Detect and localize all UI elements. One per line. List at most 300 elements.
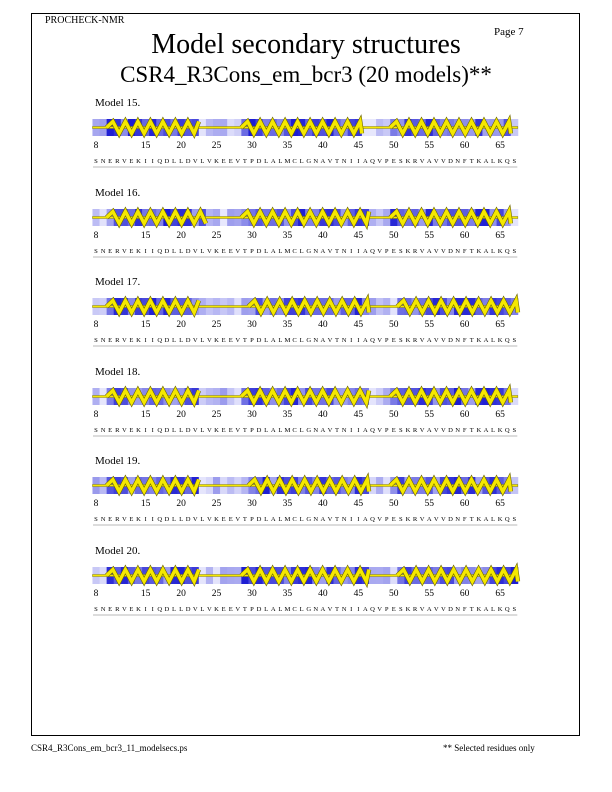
- footer-note: ** Selected residues only: [443, 743, 535, 753]
- model-label: Model 16.: [95, 186, 141, 199]
- residue-letter: V: [419, 247, 425, 255]
- residue-letter: P: [384, 337, 389, 344]
- secondary-structure-plot: [0, 187, 612, 267]
- residue-letter: A: [426, 516, 432, 523]
- residue-letter: N: [341, 605, 347, 613]
- residue-letter: I: [357, 158, 360, 165]
- residue-number-label: 35: [282, 409, 293, 420]
- residue-letter: P: [250, 247, 254, 255]
- residue-letter: I: [350, 158, 353, 165]
- residue-letter: N: [455, 337, 460, 344]
- residue-letter: P: [384, 426, 389, 434]
- residue-letter: K: [214, 426, 219, 434]
- residue-letter: V: [207, 158, 212, 165]
- residue-letter: I: [144, 516, 147, 523]
- residue-letter: E: [228, 247, 233, 255]
- residue-letter: R: [115, 247, 120, 255]
- residue-letter: I: [144, 426, 147, 434]
- residue-letter: P: [384, 516, 389, 523]
- residue-number-label: 60: [459, 409, 470, 420]
- page-subtitle: CSR4_R3Cons_em_bcr3 (20 models)**: [120, 62, 492, 87]
- residue-letter: L: [200, 426, 205, 434]
- residue-number-label: 45: [353, 588, 364, 599]
- residue-letter: I: [350, 337, 353, 344]
- residue-letter: K: [476, 516, 482, 523]
- residue-number-label: 25: [211, 409, 222, 420]
- residue-letter: K: [136, 337, 141, 344]
- residue-number-label: 15: [140, 409, 151, 420]
- residue-number-label: 30: [247, 409, 257, 420]
- residue-letter: L: [200, 158, 205, 165]
- residue-number-label: 8: [93, 230, 99, 241]
- residue-letter: L: [179, 516, 184, 523]
- residue-number-label: 8: [93, 499, 99, 509]
- secondary-structure-plot: [0, 97, 612, 177]
- residue-letter: P: [250, 337, 254, 344]
- residue-letter: A: [426, 337, 432, 344]
- residue-letter: S: [94, 158, 98, 165]
- residue-number-label: 65: [495, 230, 505, 241]
- residue-number-label: 65: [495, 409, 505, 420]
- residue-letter: Q: [504, 337, 510, 344]
- residue-letter: V: [433, 158, 439, 165]
- residue-letter: E: [228, 426, 233, 434]
- residue-letter: P: [384, 247, 389, 255]
- residue-letter: A: [320, 247, 326, 255]
- residue-letter: S: [512, 605, 517, 613]
- residue-letter: D: [448, 516, 453, 523]
- residue-number-label: 65: [495, 499, 505, 509]
- residue-letter: G: [306, 337, 312, 344]
- residue-letter: G: [306, 426, 312, 434]
- residue-letter: E: [221, 337, 226, 344]
- residue-letter: V: [192, 426, 198, 434]
- residue-letter: V: [441, 158, 446, 165]
- residue-letter: V: [419, 337, 425, 344]
- residue-letter: E: [221, 605, 226, 613]
- residue-letter: I: [151, 337, 154, 344]
- residue-letter: I: [151, 158, 154, 165]
- residue-letter: K: [497, 337, 503, 344]
- residue-letter: K: [405, 158, 411, 165]
- residue-letter: N: [455, 516, 460, 523]
- residue-letter: E: [108, 337, 113, 344]
- residue-letter: R: [115, 158, 120, 165]
- residue-number-label: 50: [389, 141, 399, 151]
- residue-letter: F: [462, 158, 467, 165]
- residue-letter: P: [250, 605, 254, 613]
- residue-letter: E: [108, 158, 113, 165]
- residue-letter: L: [491, 247, 496, 255]
- residue-number-label: 20: [176, 141, 186, 151]
- residue-letter: V: [327, 426, 333, 434]
- residue-number-label: 25: [211, 499, 222, 509]
- residue-letter: K: [214, 605, 219, 613]
- residue-letter: V: [121, 605, 127, 613]
- residue-letter: S: [94, 247, 98, 255]
- residue-letter: D: [185, 605, 191, 613]
- residue-number-label: 60: [459, 230, 470, 241]
- residue-letter: I: [350, 426, 353, 434]
- page-number: Page 7: [494, 26, 524, 38]
- residue-number-label: 60: [459, 320, 470, 330]
- residue-letter: V: [377, 516, 382, 523]
- residue-letter: K: [497, 158, 503, 165]
- residue-number-label: 45: [353, 499, 364, 509]
- residue-letter: R: [412, 247, 418, 255]
- residue-number-label: 35: [282, 588, 293, 599]
- residue-letter: L: [171, 426, 177, 434]
- residue-letter: I: [144, 605, 147, 613]
- residue-letter: T: [469, 337, 474, 344]
- residue-letter: V: [377, 158, 382, 165]
- residue-letter: Q: [370, 426, 375, 434]
- residue-letter: V: [207, 247, 212, 255]
- residue-number-label: 40: [318, 320, 328, 330]
- residue-letter: I: [357, 516, 360, 523]
- residue-letter: M: [284, 516, 291, 523]
- residue-letter: V: [433, 337, 439, 344]
- residue-letter: L: [179, 337, 184, 344]
- residue-letter: D: [256, 426, 262, 434]
- secondary-structure-plot: [0, 366, 612, 446]
- residue-number-label: 20: [176, 320, 186, 330]
- residue-number-label: 40: [318, 141, 328, 151]
- residue-letter: V: [419, 426, 425, 434]
- model-panel: [0, 187, 612, 267]
- residue-letter: A: [320, 605, 326, 613]
- residue-number-label: 35: [282, 141, 293, 151]
- residue-letter: K: [476, 158, 482, 165]
- residue-letter: I: [151, 605, 154, 613]
- residue-number-label: 50: [389, 499, 399, 509]
- residue-letter: P: [250, 158, 254, 165]
- residue-number-label: 15: [140, 320, 151, 330]
- residue-letter: G: [306, 605, 312, 613]
- residue-letter: K: [136, 158, 141, 165]
- residue-number-label: 50: [389, 409, 399, 420]
- residue-letter: K: [405, 337, 411, 344]
- residue-letter: P: [250, 426, 254, 434]
- residue-letter: L: [278, 337, 283, 344]
- residue-letter: A: [426, 605, 432, 613]
- residue-letter: A: [320, 337, 326, 344]
- residue-letter: Q: [157, 516, 163, 523]
- residue-number-label: 30: [247, 141, 257, 151]
- residue-number-label: 45: [353, 141, 364, 151]
- residue-letter: N: [455, 158, 460, 165]
- residue-letter: Q: [157, 605, 163, 613]
- residue-letter: A: [483, 426, 489, 434]
- residue-letter: K: [136, 247, 141, 255]
- residue-letter: A: [426, 158, 432, 165]
- residue-letter: T: [242, 247, 247, 255]
- residue-letter: V: [327, 158, 333, 165]
- residue-letter: K: [497, 426, 503, 434]
- residue-letter: T: [335, 247, 340, 255]
- residue-letter: L: [491, 158, 496, 165]
- model-label: Model 18.: [95, 365, 141, 378]
- model-panel: [0, 545, 612, 625]
- residue-letter: R: [412, 337, 418, 344]
- residue-letter: V: [192, 337, 198, 344]
- residue-letter: L: [299, 516, 304, 523]
- residue-number-label: 55: [424, 141, 434, 151]
- residue-letter: Q: [370, 516, 375, 523]
- residue-letter: N: [100, 247, 106, 255]
- residue-letter: V: [327, 337, 333, 344]
- model-label: Model 20.: [95, 544, 141, 557]
- residue-letter: V: [235, 247, 241, 255]
- residue-letter: E: [129, 516, 134, 523]
- residue-letter: Q: [504, 605, 510, 613]
- residue-letter: D: [164, 158, 170, 165]
- residue-letter: C: [292, 247, 297, 255]
- model-label: Model 19.: [95, 455, 141, 467]
- residue-letter: A: [363, 158, 368, 165]
- residue-number-label: 15: [140, 230, 151, 241]
- residue-letter: S: [512, 337, 517, 344]
- residue-letter: T: [469, 426, 474, 434]
- residue-letter: K: [497, 247, 503, 255]
- residue-letter: L: [491, 605, 496, 613]
- residue-number-label: 20: [176, 409, 186, 420]
- residue-number-label: 25: [211, 320, 222, 330]
- residue-letter: I: [144, 337, 147, 344]
- residue-letter: V: [192, 158, 198, 165]
- residue-letter: D: [164, 605, 170, 613]
- residue-letter: K: [136, 426, 141, 434]
- residue-letter: V: [207, 337, 212, 344]
- residue-letter: G: [306, 516, 312, 523]
- residue-letter: E: [108, 516, 113, 523]
- residue-number-label: 30: [247, 320, 257, 330]
- residue-letter: P: [250, 516, 254, 523]
- residue-letter: L: [179, 158, 184, 165]
- residue-letter: D: [164, 337, 170, 344]
- residue-letter: N: [313, 605, 319, 613]
- residue-letter: T: [242, 158, 247, 165]
- residue-letter: L: [200, 247, 205, 255]
- residue-letter: V: [433, 605, 439, 613]
- secondary-structure-plot: [0, 455, 612, 535]
- residue-letter: F: [462, 426, 467, 434]
- residue-letter: A: [270, 247, 276, 255]
- residue-number-label: 60: [459, 588, 470, 599]
- residue-letter: N: [341, 337, 347, 344]
- residue-letter: D: [164, 426, 170, 434]
- residue-letter: F: [462, 337, 467, 344]
- residue-letter: L: [171, 605, 177, 613]
- residue-number-label: 50: [389, 320, 399, 330]
- residue-letter: N: [341, 516, 347, 523]
- residue-letter: C: [292, 516, 297, 523]
- residue-number-label: 15: [140, 499, 151, 509]
- residue-letter: L: [491, 337, 496, 344]
- program-name: PROCHECK-NMR: [45, 15, 125, 26]
- residue-letter: L: [264, 158, 269, 165]
- residue-letter: E: [391, 337, 396, 344]
- residue-letter: V: [235, 337, 241, 344]
- residue-letter: A: [270, 337, 276, 344]
- residue-letter: L: [299, 605, 304, 613]
- residue-letter: Q: [370, 247, 375, 255]
- residue-number-label: 40: [318, 230, 328, 241]
- residue-letter: D: [256, 605, 262, 613]
- residue-number-label: 8: [93, 409, 99, 420]
- residue-letter: V: [441, 337, 446, 344]
- residue-letter: V: [121, 247, 127, 255]
- residue-letter: N: [100, 605, 106, 613]
- residue-letter: A: [270, 516, 276, 523]
- residue-letter: V: [207, 426, 212, 434]
- residue-letter: E: [129, 605, 134, 613]
- residue-letter: R: [115, 426, 120, 434]
- residue-letter: N: [455, 426, 460, 434]
- residue-letter: E: [221, 247, 226, 255]
- residue-letter: E: [221, 516, 226, 523]
- residue-letter: V: [377, 605, 382, 613]
- residue-letter: N: [313, 337, 319, 344]
- residue-letter: E: [391, 516, 396, 523]
- secondary-structure-plot: [0, 545, 612, 625]
- residue-letter: E: [228, 158, 233, 165]
- residue-letter: A: [363, 247, 368, 255]
- residue-letter: L: [264, 247, 269, 255]
- residue-letter: Q: [504, 158, 510, 165]
- residue-letter: A: [426, 247, 432, 255]
- residue-letter: I: [151, 247, 154, 255]
- residue-letter: Q: [370, 337, 375, 344]
- residue-letter: M: [284, 158, 291, 165]
- residue-letter: K: [476, 337, 482, 344]
- residue-letter: E: [391, 247, 396, 255]
- residue-letter: L: [179, 605, 184, 613]
- residue-letter: V: [121, 337, 127, 344]
- residue-letter: N: [341, 247, 347, 255]
- residue-letter: V: [207, 605, 212, 613]
- residue-letter: F: [462, 516, 467, 523]
- residue-letter: L: [171, 337, 177, 344]
- residue-letter: D: [256, 158, 262, 165]
- residue-letter: C: [292, 158, 297, 165]
- residue-letter: S: [399, 516, 403, 523]
- residue-letter: L: [299, 337, 304, 344]
- residue-letter: N: [455, 605, 460, 613]
- residue-letter: N: [100, 158, 106, 165]
- residue-letter: L: [299, 247, 304, 255]
- residue-letter: L: [491, 516, 496, 523]
- residue-letter: C: [292, 337, 297, 344]
- residue-letter: V: [192, 247, 198, 255]
- residue-number-label: 65: [495, 320, 505, 330]
- residue-letter: D: [448, 337, 453, 344]
- residue-letter: V: [433, 426, 439, 434]
- residue-number-label: 60: [459, 499, 470, 509]
- residue-letter: E: [108, 605, 113, 613]
- residue-letter: K: [476, 605, 482, 613]
- residue-letter: G: [306, 158, 312, 165]
- residue-number-label: 40: [318, 588, 328, 599]
- residue-letter: T: [335, 516, 340, 523]
- residue-letter: F: [462, 247, 467, 255]
- residue-letter: L: [278, 605, 283, 613]
- residue-letter: N: [455, 247, 460, 255]
- residue-letter: L: [179, 426, 184, 434]
- residue-number-label: 20: [176, 588, 186, 599]
- residue-letter: A: [270, 426, 276, 434]
- residue-letter: V: [327, 516, 333, 523]
- residue-letter: Q: [157, 337, 163, 344]
- residue-letter: T: [335, 426, 340, 434]
- residue-letter: L: [171, 247, 177, 255]
- residue-letter: A: [363, 426, 368, 434]
- residue-letter: L: [299, 426, 304, 434]
- residue-number-label: 60: [459, 141, 470, 151]
- model-panel: [0, 97, 612, 177]
- residue-letter: V: [441, 426, 446, 434]
- residue-number-label: 25: [211, 588, 222, 599]
- residue-letter: D: [256, 516, 262, 523]
- residue-letter: T: [242, 337, 247, 344]
- residue-letter: N: [341, 426, 347, 434]
- residue-letter: V: [377, 337, 382, 344]
- residue-letter: A: [483, 337, 489, 344]
- residue-letter: S: [399, 158, 403, 165]
- residue-letter: K: [497, 516, 503, 523]
- residue-letter: A: [426, 426, 432, 434]
- residue-letter: T: [469, 605, 474, 613]
- residue-letter: V: [235, 426, 241, 434]
- residue-letter: T: [469, 247, 474, 255]
- residue-letter: I: [144, 247, 147, 255]
- residue-letter: A: [320, 516, 326, 523]
- residue-letter: E: [391, 426, 396, 434]
- residue-letter: D: [448, 605, 453, 613]
- residue-letter: A: [483, 158, 489, 165]
- residue-letter: L: [171, 516, 177, 523]
- residue-letter: I: [357, 337, 360, 344]
- residue-letter: N: [313, 247, 319, 255]
- residue-letter: N: [313, 158, 319, 165]
- residue-letter: V: [121, 158, 127, 165]
- residue-letter: D: [256, 337, 262, 344]
- residue-letter: M: [284, 337, 291, 344]
- residue-letter: D: [185, 516, 191, 523]
- residue-letter: V: [441, 247, 446, 255]
- residue-letter: L: [278, 516, 283, 523]
- residue-letter: R: [412, 516, 418, 523]
- residue-letter: R: [115, 337, 120, 344]
- residue-letter: I: [357, 426, 360, 434]
- residue-number-label: 8: [93, 588, 99, 599]
- residue-letter: T: [242, 426, 247, 434]
- residue-letter: S: [512, 516, 517, 523]
- residue-letter: S: [94, 605, 98, 613]
- residue-letter: V: [235, 158, 241, 165]
- residue-letter: V: [433, 516, 439, 523]
- residue-letter: K: [476, 426, 482, 434]
- residue-letter: E: [129, 247, 134, 255]
- residue-letter: N: [100, 337, 106, 344]
- residue-number-label: 30: [247, 499, 257, 509]
- residue-letter: L: [278, 426, 283, 434]
- residue-letter: T: [469, 516, 474, 523]
- residue-letter: L: [264, 516, 269, 523]
- residue-number-label: 35: [282, 499, 293, 509]
- residue-letter: K: [405, 605, 411, 613]
- residue-letter: S: [399, 247, 403, 255]
